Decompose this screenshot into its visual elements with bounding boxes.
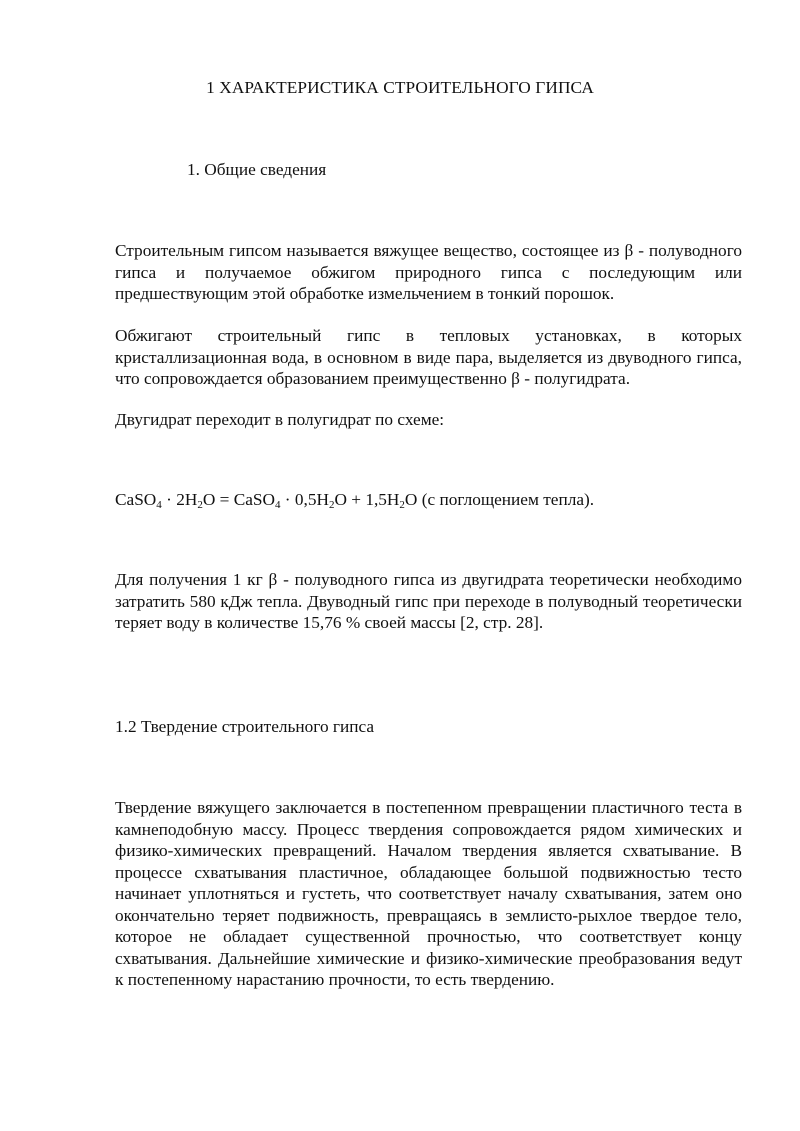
formula-part: O (с поглощением тепла). — [404, 490, 595, 509]
paragraph-firing: Обжигают строительный гипс в тепловых установках, в которых кристаллизационная вода, в основном в виде пара, выделяется из двуводного гипса, что сопровождается образованием преимущественно β - полугидрата. — [115, 326, 742, 388]
formula-part: CaSO — [115, 490, 157, 509]
paragraph-scheme-intro: Двугидрат переходит в полугидрат по схеме: — [115, 410, 445, 429]
formula-part: O = CaSO — [202, 490, 275, 509]
paragraph-hardening: Твердение вяжущего заключается в постепенном превращении пластичного теста в камнеподобную массу. Процесс твердения сопровождается рядом химических и физико-химических превращений. Началом твердения является схватывание. В процессе схватывания пластичное, обладающее большой подвижностью тесто начинает уплотняться и густеть, что соответствует началу схватывания, затем оно окончательно теряет подвижность, превращаясь в землисто-рыхлое твердое тело, которое не обладает существенной прочностью, что соответствует концу схватывания. Дальнейшие химические и физико-химические преобразования ведут к постепенному нарастанию прочности, то есть твердению. — [115, 798, 742, 989]
paragraph-energy: Для получения 1 кг β - полуводного гипса из двугидрата теоретически необходимо затратить 580 кДж тепла. Двуводный гипс при переходе в полуводный теоретически теряет воду в количестве 15,76 % своей массы [2, стр. 28]. — [115, 570, 742, 632]
formula-subscript: 2 — [328, 499, 335, 511]
formula-part: O + 1,5H — [334, 490, 400, 509]
formula-part: · 2H — [161, 490, 198, 509]
formula-subscript: 2 — [197, 499, 203, 511]
document-title: 1 ХАРАКТЕРИСТИКА СТРОИТЕЛЬНОГО ГИПСА — [206, 78, 594, 97]
reaction-formula — [115, 489, 742, 511]
formula-subscript: 4 — [156, 499, 162, 511]
formula-subscript: 4 — [274, 499, 281, 511]
formula-part: · 0,5H — [280, 490, 329, 509]
paragraph-definition: Строительным гипсом называется вяжущее вещество, состоящее из β - полуводного гипса и получаемое обжигом природного гипса с последующим или предшествующим этой обработке измельчением в тонкий порошок. — [115, 241, 742, 303]
subsection-heading-hardening: 1.2 Твердение строительного гипса — [115, 717, 375, 736]
subsection-heading-general: 1. Общие сведения — [187, 160, 327, 179]
formula-subscript: 2 — [399, 499, 405, 511]
